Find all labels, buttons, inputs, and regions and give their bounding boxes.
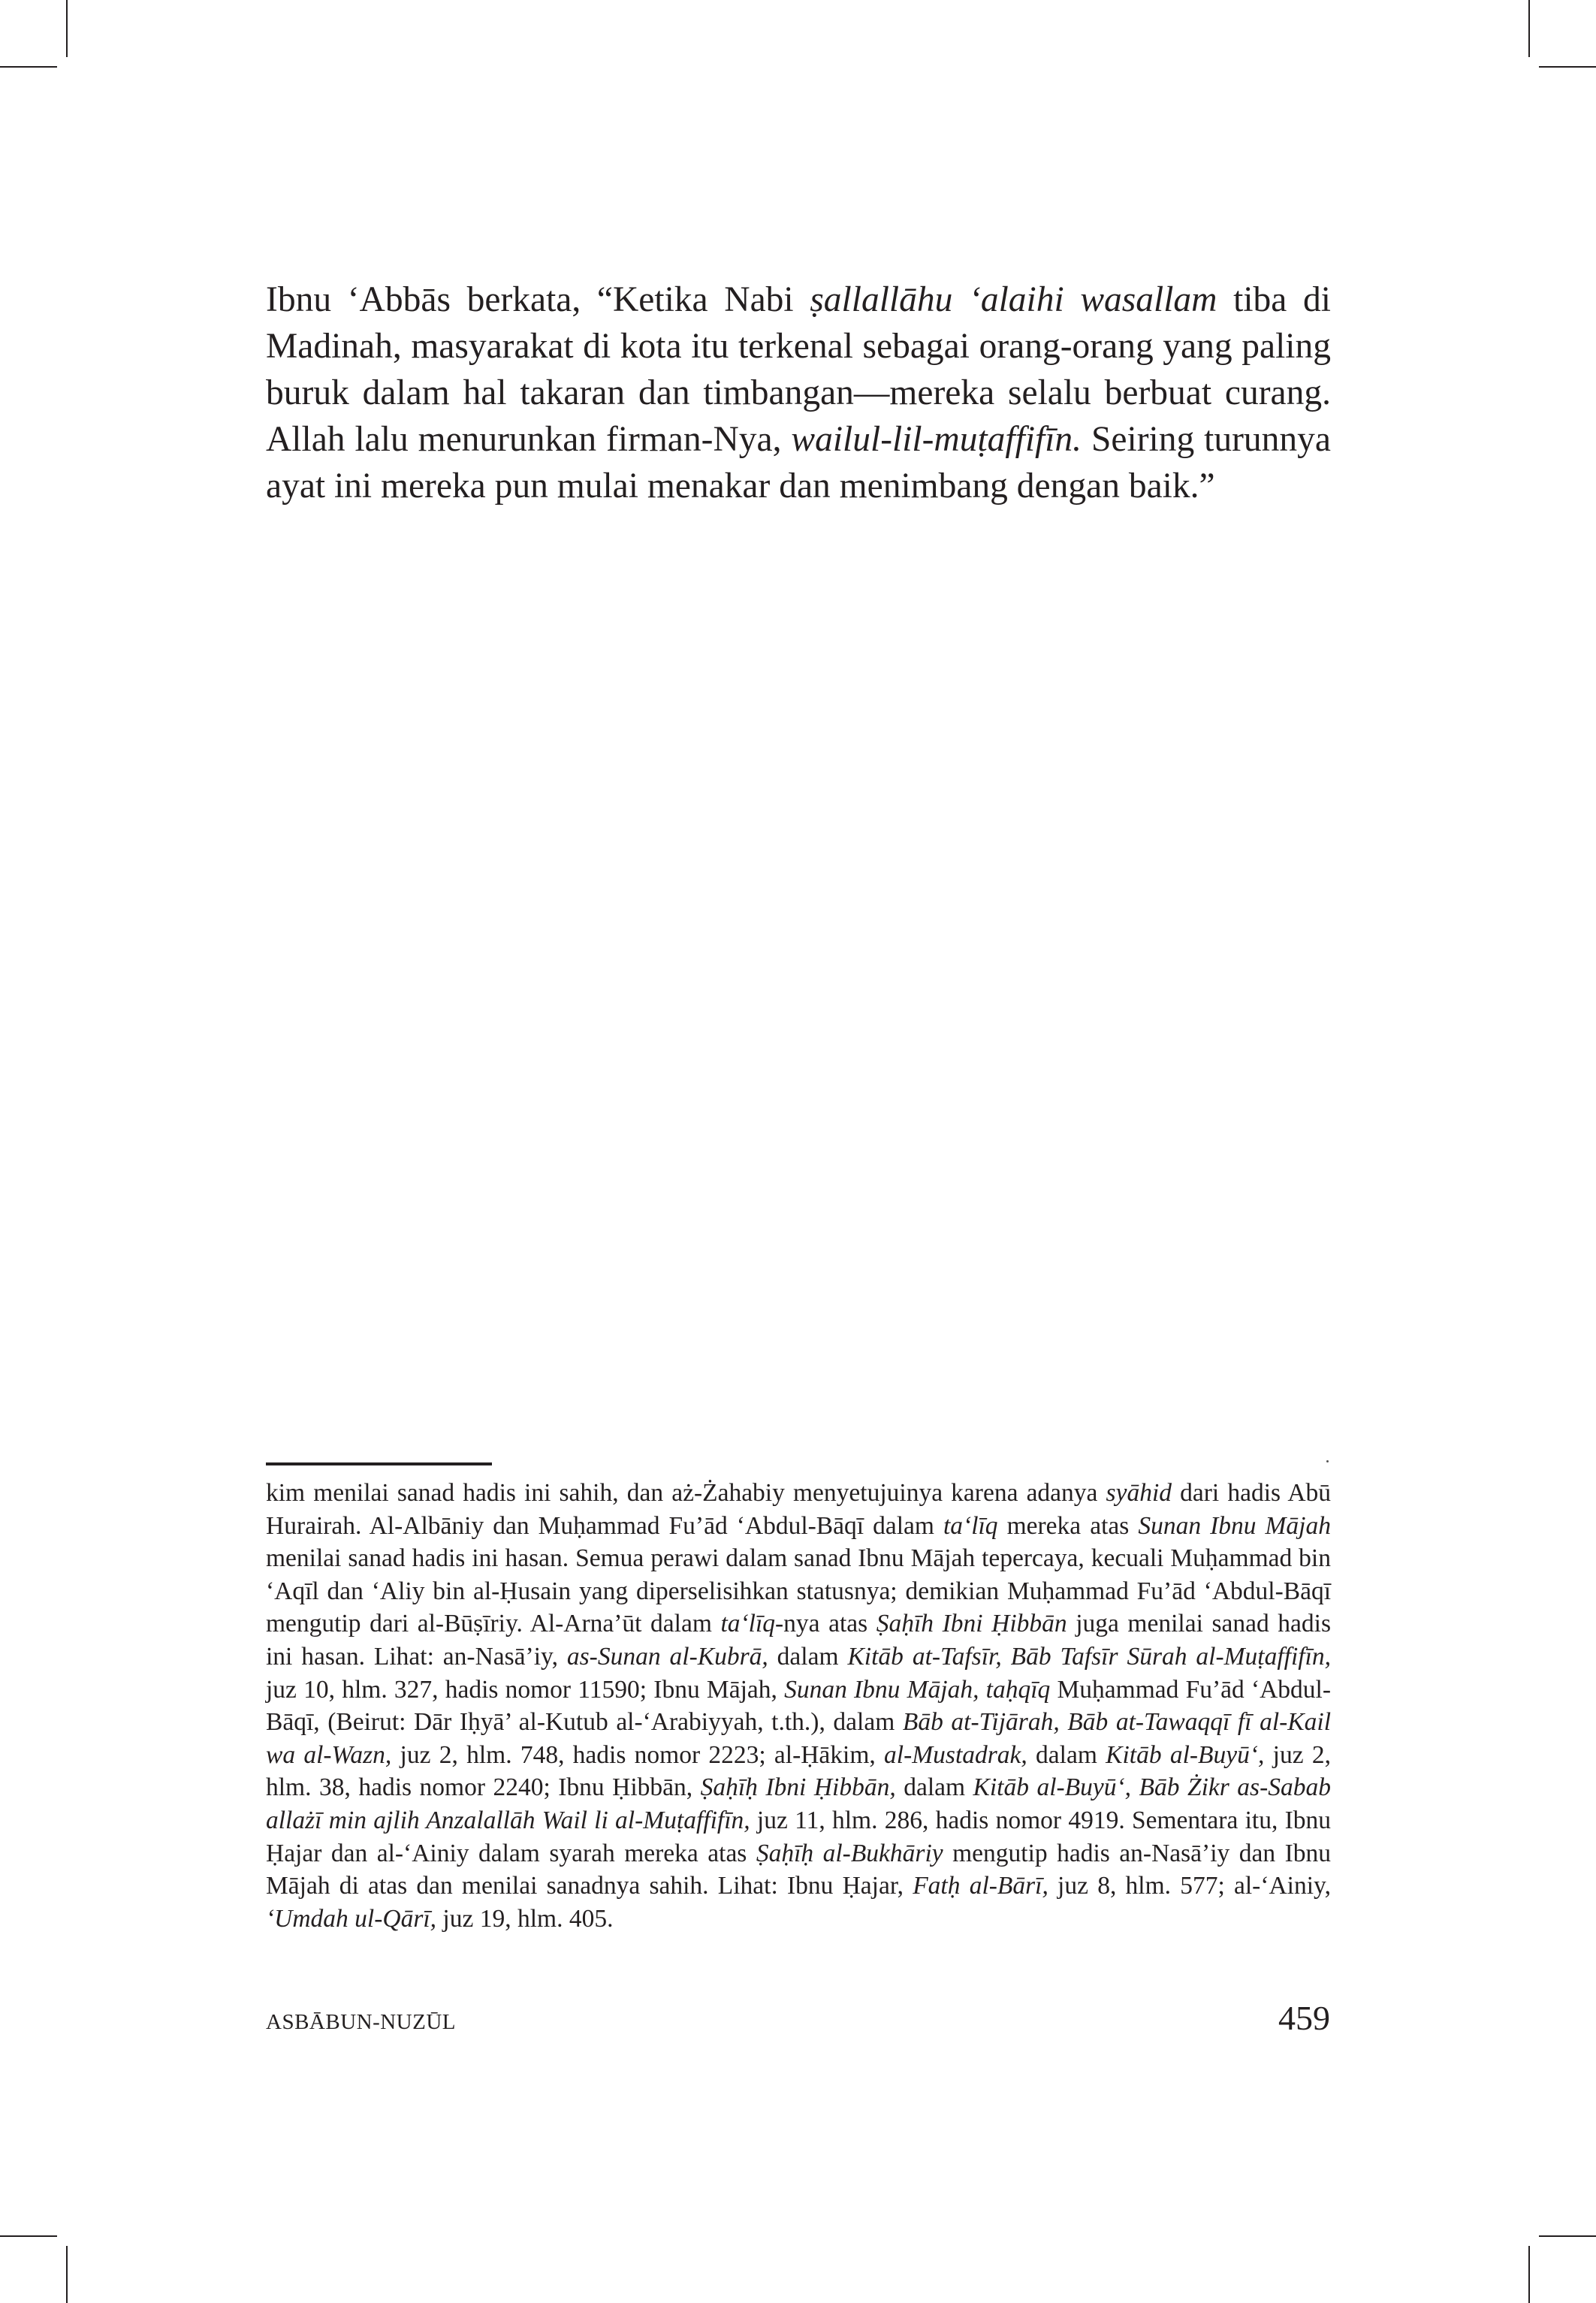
page-number: 459 xyxy=(1278,1999,1330,2037)
main-text-italic: ṣallallāhu ʻalaihi wasallam xyxy=(810,280,1217,319)
footnote-run: -nya atas xyxy=(775,1610,876,1638)
footnote-run: dari hadis Abū Hurairah. Al-Albāniy dan Muḥammad Fu’ād ʻAbdul-Bāqī dalam xyxy=(266,1479,1332,1540)
footnote-italic: Sunan Ibnu Mājah xyxy=(1138,1511,1331,1540)
footnote-run: dalam xyxy=(895,1773,973,1802)
footnote-italic: ta‘līq xyxy=(943,1511,998,1540)
crop-mark-bottom-right-h xyxy=(1539,2235,1596,2237)
footnote-text xyxy=(266,1477,1331,1935)
main-text-run: Ibnu ʻAbbās berkata, “Ketika Nabi xyxy=(266,280,810,319)
footnote-italic: Ṣaḥīḥ Ibni Ḥibbān, xyxy=(700,1773,896,1802)
main-text-italic: wailul-lil-muṭaffifīn. xyxy=(791,420,1082,459)
footnote-separator xyxy=(266,1462,492,1465)
footnote-run: juz 2, hlm. 38, hadis nomor 2240; Ibnu Ḥibbān, xyxy=(266,1740,1331,1802)
running-title: ASBĀBUN-NUZŪL xyxy=(266,2010,456,2034)
crop-mark-bottom-right xyxy=(1528,2246,1530,2303)
crop-mark-bottom-left-h xyxy=(0,2235,57,2237)
footnote-italic: Ṣaḥīḥ al-Bukhāriy xyxy=(756,1839,943,1867)
crop-mark-bottom-left xyxy=(66,2246,68,2303)
crop-mark-top-right xyxy=(1528,0,1530,57)
footnote-italic: al-Mustadrak, xyxy=(884,1740,1027,1769)
footnote-run: dalam xyxy=(1027,1740,1106,1769)
footnote-run: juz 10, hlm. 327, hadis nomor 11590; Ibnu Mājah, xyxy=(266,1675,785,1704)
footnote-run: juz 11, hlm. 286, hadis nomor 4919. Sementara itu, Ibnu Ḥajar dan al-ʻAiniy dalam syarah mereka atas xyxy=(266,1806,1331,1867)
crop-mark-top-right-h xyxy=(1539,66,1596,68)
main-text-run: tiba di Madinah, masyarakat di kota itu terkenal sebagai orang-orang yang paling buruk dalam hal takaran dan timbangan—mereka selalu berbuat curang. Allah lalu menurunkan firman-Nya, xyxy=(266,280,1331,459)
footnote-run: Muḥammad Fu’ād ʻAbdul-Bāqī, (Beirut: Dār Iḥyā’ al-Kutub al-ʻArabiyyah, t.th.), dalam xyxy=(266,1675,1332,1737)
crop-mark-top-left xyxy=(66,0,68,57)
footnote-italic: Ṣaḥīh Ibni Ḥibbān xyxy=(876,1610,1067,1638)
footnote-run: juz 8, hlm. 577; al-ʻAiniy, xyxy=(1048,1872,1331,1900)
footnote-run: menilai sanad hadis ini hasan. Semua perawi dalam sanad Ibnu Mājah tepercaya, kecuali Muḥammad bin ʻAqīl dan ʻAliy bin al-Ḥusain yang diperselisihkan statusnya; demikian Muḥammad Fu’ād ʻAbdul-Bāqī mengutip dari al-Būṣīriy. Al-Arna’ūt dalam xyxy=(266,1544,1331,1638)
crop-mark-top-left-h xyxy=(0,66,57,68)
footnote-italic: ʻUmdah ul-Qārī, xyxy=(266,1904,437,1933)
footnote-italic: Sunan Ibnu Mājah, taḥqīq xyxy=(784,1675,1051,1704)
footnote-run: juga menilai sanad hadis ini hasan. Lihat: an-Nasā’iy, xyxy=(266,1610,1331,1671)
footnote-marker-dot xyxy=(1326,1460,1329,1462)
footnote-italic: Bāb at-Tijārah, Bāb at-Tawaqqī fī al-Kail wa al-Wazn, xyxy=(266,1708,1331,1769)
main-paragraph xyxy=(266,276,1331,509)
footnote-italic: ta‘līq xyxy=(720,1610,776,1638)
footnote-italic: Kitāb al-Buyū‘, xyxy=(1106,1740,1265,1769)
footnote-italic: syāhid xyxy=(1106,1479,1172,1507)
footnote-italic: Kitāb at-Tafsīr, Bāb Tafsīr Sūrah al-Muṭaffifīn, xyxy=(847,1642,1331,1671)
footnote-italic: as-Sunan al-Kubrā, xyxy=(566,1642,768,1671)
footnote-run: mereka atas xyxy=(997,1511,1139,1540)
footnote-run: juz 19, hlm. 405. xyxy=(436,1904,614,1933)
footnote-italic: Fatḥ al-Bārī, xyxy=(913,1872,1048,1900)
footnote-run: juz 2, hlm. 748, hadis nomor 2223; al-Ḥākim, xyxy=(391,1740,885,1769)
footnote-run: mengutip hadis an-Nasā’iy dan Ibnu Mājah di atas dan menilai sanadnya sahih. Lihat: Ibnu Ḥajar, xyxy=(266,1839,1331,1900)
footnote-run: kim menilai sanad hadis ini sahih, dan aż-Żahabiy menyetujuinya karena adanya xyxy=(266,1479,1106,1507)
main-text-run: Seiring turunnya ayat ini mereka pun mulai menakar dan menimbang dengan baik.” xyxy=(266,420,1331,506)
footnote-run: dalam xyxy=(768,1642,848,1671)
footnote-italic: Kitāb al-Buyū‘, Bāb Żikr as-Sabab allażī min ajlih Anzalallāh Wail li al-Muṭaffifīn, xyxy=(266,1773,1331,1834)
